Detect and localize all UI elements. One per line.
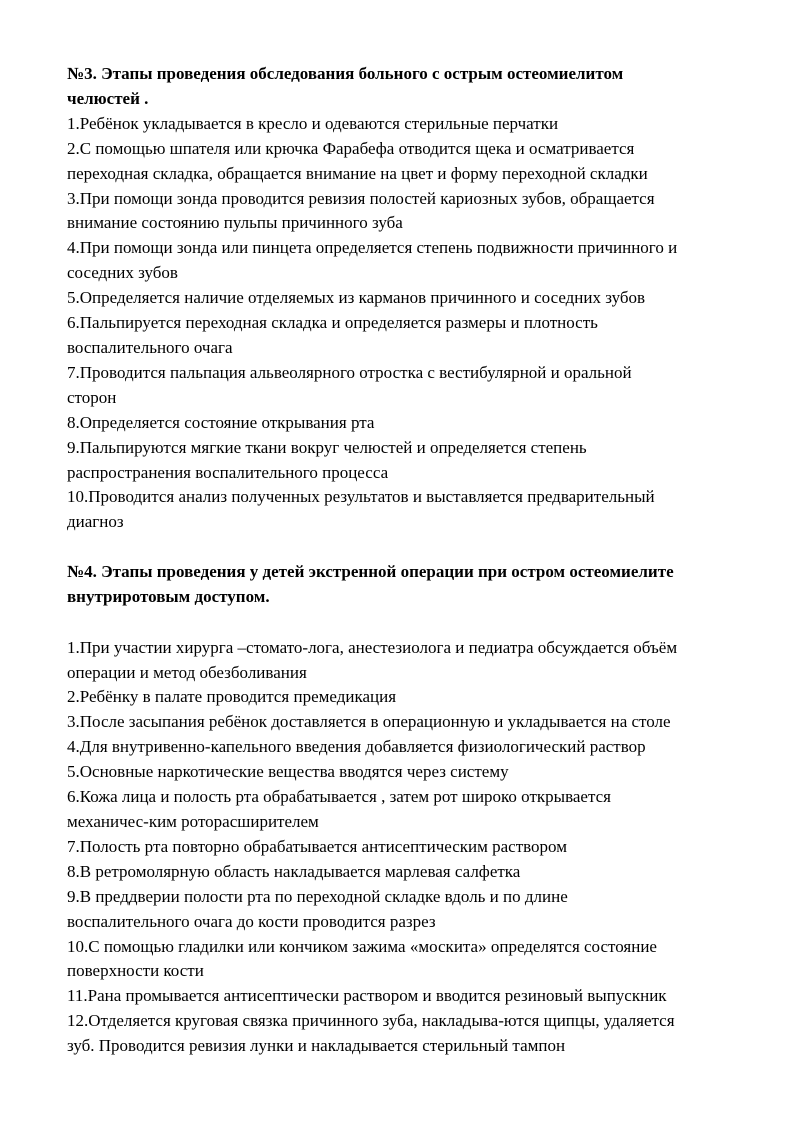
section-4-step-1: 1.При участии хирурга –стомато-лога, анестезиолога и педиатра обсуждается объём операции и метод обезболивания xyxy=(67,637,678,682)
section-4-step-9: 9.В преддверии полости рта по переходной складке вдоль и по длине воспалительного очага до кости проводится разрез xyxy=(67,886,568,931)
section-3-step-6: 6.Пальпируется переходная складка и определяется размеры и плотность воспалительного очага xyxy=(67,313,598,357)
section-3-title xyxy=(67,62,757,112)
section-3-step-1: 1.Ребёнок укладывается в кресло и одеваются стерильные перчатки xyxy=(67,113,559,133)
section-4-step-8: 8.В ретромолярную область накладывается марлевая салфетка xyxy=(67,861,521,881)
section-4-step-10: 10.С помощью гладилки или кончиком зажима «москита» определятся состояние поверхности кости xyxy=(67,936,657,981)
section-3 xyxy=(67,62,757,535)
section-4-title-line-1: №4. Этапы проведения у детей экстренной операции при остром остеомиелите xyxy=(67,561,674,581)
section-3-step-5: 5.Определяется наличие отделяемых из карманов причинного и соседних зубов xyxy=(67,288,646,308)
section-3-step-2: 2.С помощью шпателя или крючка Фарабефа отводится щека и осматривается переходная складка, обращается внимание на цвет и форму переходной складки xyxy=(67,138,648,183)
section-4-step-3: 3.После засыпания ребёнок доставляется в операционную и укладывается на столе xyxy=(67,712,671,732)
section-3-step-10: 10.Проводится анализ полученных результатов и выставляется предварительный диагноз xyxy=(67,487,655,532)
section-3-step-8: 8.Определяется состояние открывания рта xyxy=(67,412,375,432)
section-4-step-4: 4.Для внутривенно-капельного введения добавляется физиологический раствор xyxy=(67,737,646,757)
section-4-step-2: 2.Ребёнку в палате проводится премедикация xyxy=(67,687,397,707)
section-4-step-6: 6.Кожа лица и полость рта обрабатывается , затем рот широко открывается механичес-ким роторасширителем xyxy=(67,787,611,831)
section-3-step-4: 4.При помощи зонда или пинцета определяется степень подвижности причинного и соседних зубов xyxy=(67,238,678,283)
section-3-title-line-2: челюстей . xyxy=(67,88,149,108)
section-3-title-line-1: №3. Этапы проведения обследования больного с острым остеомиелитом xyxy=(67,64,624,83)
document-content xyxy=(67,62,757,1059)
section-3-step-9: 9.Пальпируются мягкие ткани вокруг челюстей и определяется степень распространения воспалительного процесса xyxy=(67,437,587,482)
section-4-title-line-2: внутриротовым доступом. xyxy=(67,586,270,606)
section-4 xyxy=(67,560,757,1059)
section-4-step-12: 12.Отделяется круговая связка причинного зуба, накладыва-ются щипцы, удаляется зуб. Проводится ревизия лунки и накладывается стерильный тампон xyxy=(67,1011,675,1056)
section-gap xyxy=(67,535,757,560)
section-4-step-11: 11.Рана промывается антисептически раствором и вводится резиновый выпускник xyxy=(67,986,667,1006)
title-gap xyxy=(67,610,757,636)
section-4-step-7: 7.Полость рта повторно обрабатывается антисептическим раствором xyxy=(67,836,567,856)
section-4-step-5: 5.Основные наркотические вещества вводятся через систему xyxy=(67,762,509,782)
section-3-step-7: 7.Проводится пальпация альвеолярного отростка с вестибулярной и оральной сторон xyxy=(67,362,632,407)
section-3-step-3: 3.При помощи зонда проводится ревизия полостей кариозных зубов, обращается внимание состоянию пульпы причинного зуба xyxy=(67,188,655,233)
section-4-title xyxy=(67,560,757,610)
